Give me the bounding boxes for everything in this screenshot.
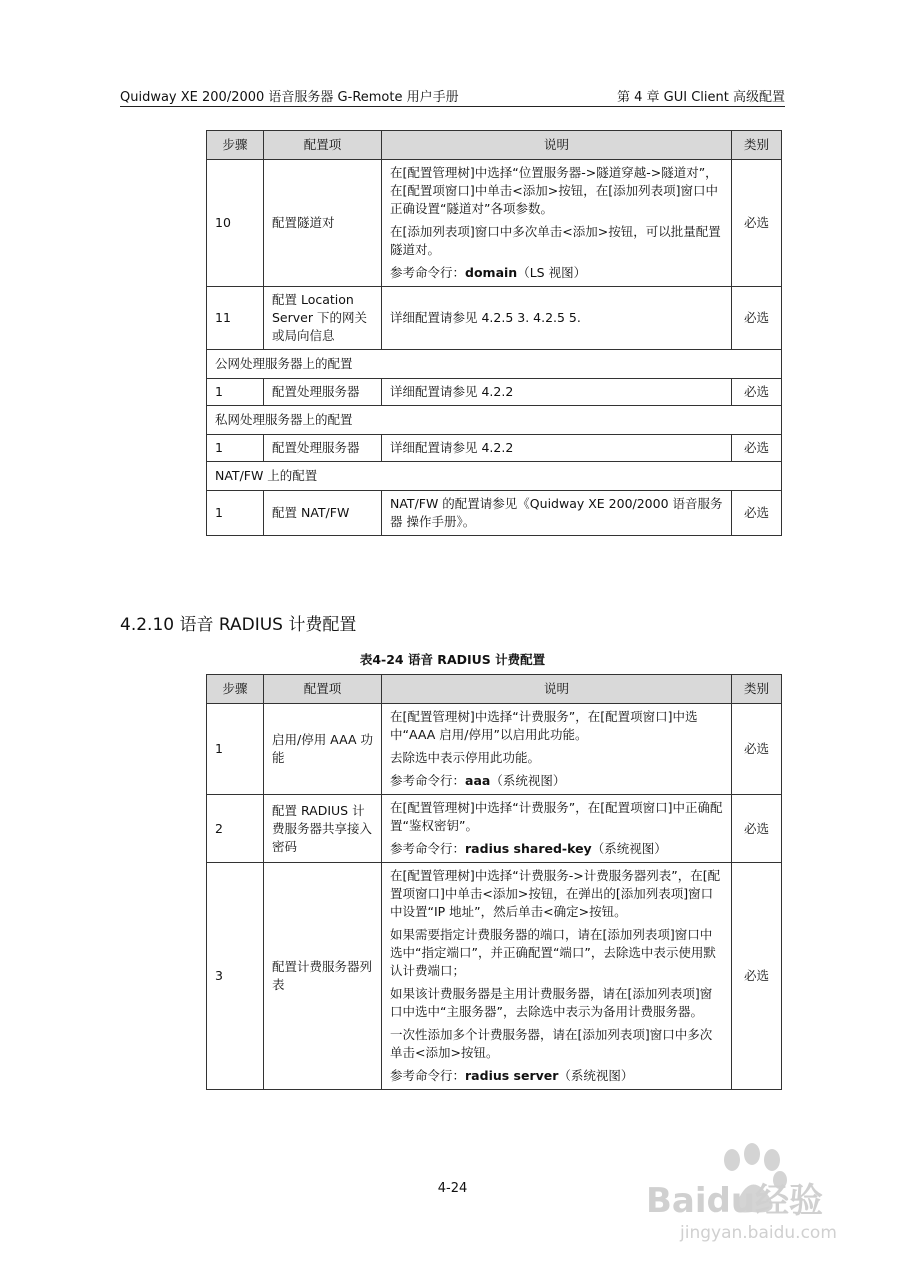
table-row [207, 863, 782, 1090]
table-row [207, 287, 782, 350]
description-cell [382, 704, 732, 795]
step-cell: 1 [207, 435, 264, 462]
command-name: aaa [465, 773, 491, 788]
baidu-watermark-logo [620, 1140, 880, 1250]
section-label: 公网处理服务器上的配置 [207, 350, 782, 379]
table-row [207, 160, 782, 287]
item-cell: 配置 RADIUS 计费服务器共享接入密码 [264, 795, 382, 863]
config-table-radius [206, 674, 782, 1090]
command-name: radius server [465, 1068, 559, 1083]
description-paragraph: 在[配置管理树]中选择“计费服务”，在[配置项窗口]中选中“AAA 启用/停用”以启用此功能。 [390, 709, 698, 742]
description-paragraph: 如果该计费服务器是主用计费服务器，请在[添加列表项]窗口中选中“主服务器”，去除选中表示为备用计费服务器。 [390, 986, 713, 1019]
reference-command [390, 1067, 723, 1085]
reference-command [390, 840, 723, 858]
col-step: 步骤 [207, 131, 264, 160]
step-cell: 10 [207, 160, 264, 287]
section-row [207, 350, 782, 379]
description-cell [382, 491, 732, 536]
description-paragraph: 详细配置请参见 4.2.2 [390, 384, 514, 399]
description-paragraph: 在[添加列表项]窗口中多次单击<添加>按钮，可以批量配置隧道对。 [390, 224, 721, 257]
table-row [207, 491, 782, 536]
table-row [207, 795, 782, 863]
description-paragraph: 如果需要指定计费服务器的端口，请在[添加列表项]窗口中选中“指定端口”，并正确配置“端口”，去除选中表示使用默认计费端口； [390, 927, 716, 978]
page-number: 4-24 [437, 1181, 468, 1196]
description-paragraph: 详细配置请参见 4.2.2 [390, 440, 514, 455]
config-table-tunnel [206, 130, 782, 536]
description-paragraph: 在[配置管理树]中选择“位置服务器->隧道穿越->隧道对”，在[配置项窗口]中单击<添加>按钮，在[添加列表项]窗口中正确设置“隧道对”各项参数。 [390, 165, 718, 216]
section-row [207, 462, 782, 491]
item-cell: 配置计费服务器列表 [264, 863, 382, 1090]
step-cell: 11 [207, 287, 264, 350]
col-item: 配置项 [264, 131, 382, 160]
description-paragraph: NAT/FW 的配置请参见《Quidway XE 200/2000 语音服务器 操作手册》。 [390, 496, 723, 529]
command-prefix: 参考命令行： [390, 841, 466, 856]
header-chapter-title: 第 4 章 GUI Client 高级配置 [617, 90, 785, 105]
command-prefix: 参考命令行： [390, 1068, 466, 1083]
command-view: （系统视图） [591, 841, 667, 856]
description-cell [382, 160, 732, 287]
section-label: 私网处理服务器上的配置 [207, 406, 782, 435]
col-category: 类别 [732, 131, 782, 160]
category-cell: 必选 [732, 704, 782, 795]
category-cell: 必选 [732, 795, 782, 863]
reference-command [390, 264, 723, 282]
col-item: 配置项 [264, 675, 382, 704]
table-body [207, 160, 782, 536]
description-cell [382, 863, 732, 1090]
description-paragraph: 一次性添加多个计费服务器，请在[添加列表项]窗口中多次单击<添加>按钮。 [390, 1027, 713, 1060]
col-category: 类别 [732, 675, 782, 704]
step-cell: 2 [207, 795, 264, 863]
item-cell: 配置 Location Server 下的网关或局向信息 [264, 287, 382, 350]
step-cell: 1 [207, 379, 264, 406]
description-cell [382, 435, 732, 462]
command-name: radius shared-key [465, 841, 592, 856]
item-cell: 配置处理服务器 [264, 435, 382, 462]
description-paragraph: 在[配置管理树]中选择“计费服务->计费服务器列表”，在[配置项窗口]中单击<添加>按钮，在弹出的[添加列表项]窗口中设置“IP 地址”，然后单击<确定>按钮。 [390, 868, 721, 919]
watermark-url: jingyan.baidu.com [680, 1223, 837, 1243]
table-caption: 表4-24 语音 RADIUS 计费配置 [359, 652, 546, 667]
page-header [120, 86, 785, 107]
command-name: domain [465, 265, 518, 280]
item-cell: 配置隧道对 [264, 160, 382, 287]
header-manual-title: Quidway XE 200/2000 语音服务器 G-Remote 用户手册 [120, 90, 459, 105]
command-prefix: 参考命令行： [390, 773, 466, 788]
item-cell: 配置 NAT/FW [264, 491, 382, 536]
category-cell: 必选 [732, 435, 782, 462]
table-row [207, 704, 782, 795]
col-desc: 说明 [382, 131, 732, 160]
reference-command [390, 772, 723, 790]
step-cell: 1 [207, 491, 264, 536]
table-header-row [207, 131, 782, 160]
col-desc: 说明 [382, 675, 732, 704]
table-body [207, 704, 782, 1090]
category-cell: 必选 [732, 863, 782, 1090]
section-title: 4.2.10 语音 RADIUS 计费配置 [120, 615, 357, 635]
command-view: （系统视图） [558, 1068, 634, 1083]
description-cell [382, 287, 732, 350]
description-cell [382, 795, 732, 863]
command-prefix: 参考命令行： [390, 265, 466, 280]
category-cell: 必选 [732, 287, 782, 350]
category-cell: 必选 [732, 160, 782, 287]
item-cell: 启用/停用 AAA 功能 [264, 704, 382, 795]
table-row [207, 379, 782, 406]
col-step: 步骤 [207, 675, 264, 704]
description-paragraph: 去除选中表示停用此功能。 [390, 750, 541, 765]
command-view: （LS 视图） [517, 265, 587, 280]
description-cell [382, 379, 732, 406]
section-label: NAT/FW 上的配置 [207, 462, 782, 491]
step-cell: 1 [207, 704, 264, 795]
description-paragraph: 详细配置请参见 4.2.5 3. 4.2.5 5. [390, 310, 581, 325]
category-cell: 必选 [732, 491, 782, 536]
step-cell: 3 [207, 863, 264, 1090]
watermark-brand: Baidu经验 [646, 1181, 824, 1221]
item-cell: 配置处理服务器 [264, 379, 382, 406]
table-header-row [207, 675, 782, 704]
section-row [207, 406, 782, 435]
table-row [207, 435, 782, 462]
category-cell: 必选 [732, 379, 782, 406]
command-view: （系统视图） [490, 773, 566, 788]
description-paragraph: 在[配置管理树]中选择“计费服务”，在[配置项窗口]中正确配置“鉴权密钥”。 [390, 800, 723, 833]
